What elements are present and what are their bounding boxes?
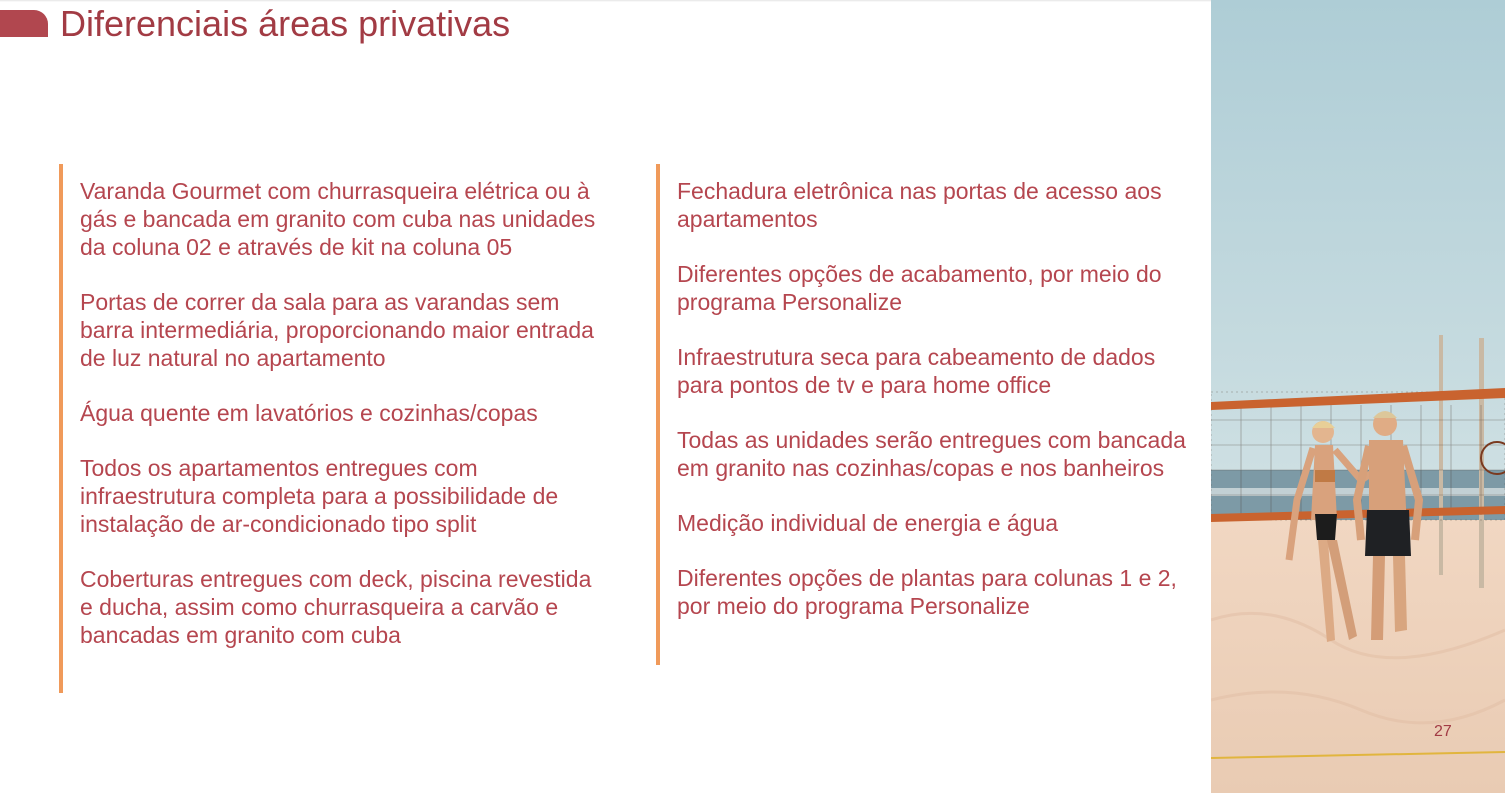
feature-item: Diferentes opções de acabamento, por meio do programa Personalize [677, 261, 1162, 315]
feature-item: Todas as unidades serão entregues com bancada em granito nas cozinhas/copas e nos banheiros [677, 427, 1186, 481]
left-feature-column [59, 164, 600, 693]
title-accent-tab [0, 10, 48, 37]
feature-item: Medição individual de energia e água [677, 510, 1059, 536]
page-number: 27 [1434, 723, 1452, 740]
feature-item: Portas de correr da sala para as varandas sem barra intermediária, proporcionando maior entrada de luz natural no apartamento [80, 289, 594, 371]
beach-volleyball-photo [1211, 0, 1505, 793]
right-feature-column [656, 164, 1197, 665]
feature-item: Diferentes opções de plantas para colunas 1 e 2, por meio do programa Personalize [677, 565, 1177, 619]
feature-item: Varanda Gourmet com churrasqueira elétrica ou à gás e bancada em granito com cuba nas unidades da coluna 02 e através de kit na coluna 05 [80, 178, 596, 260]
feature-item: Infraestrutura seca para cabeamento de dados para pontos de tv e para home office [677, 344, 1156, 398]
page-title: Diferenciais áreas privativas [60, 3, 511, 44]
feature-item: Fechadura eletrônica nas portas de acesso aos apartamentos [677, 178, 1162, 232]
feature-item: Coberturas entregues com deck, piscina revestida e ducha, assim como churrasqueira a carvão e bancadas em granito com cuba [80, 566, 592, 648]
feature-item: Água quente em lavatórios e cozinhas/copas [80, 400, 538, 426]
feature-item: Todos os apartamentos entregues com infraestrutura completa para a possibilidade de instalação de ar-condicionado tipo split [80, 455, 559, 537]
